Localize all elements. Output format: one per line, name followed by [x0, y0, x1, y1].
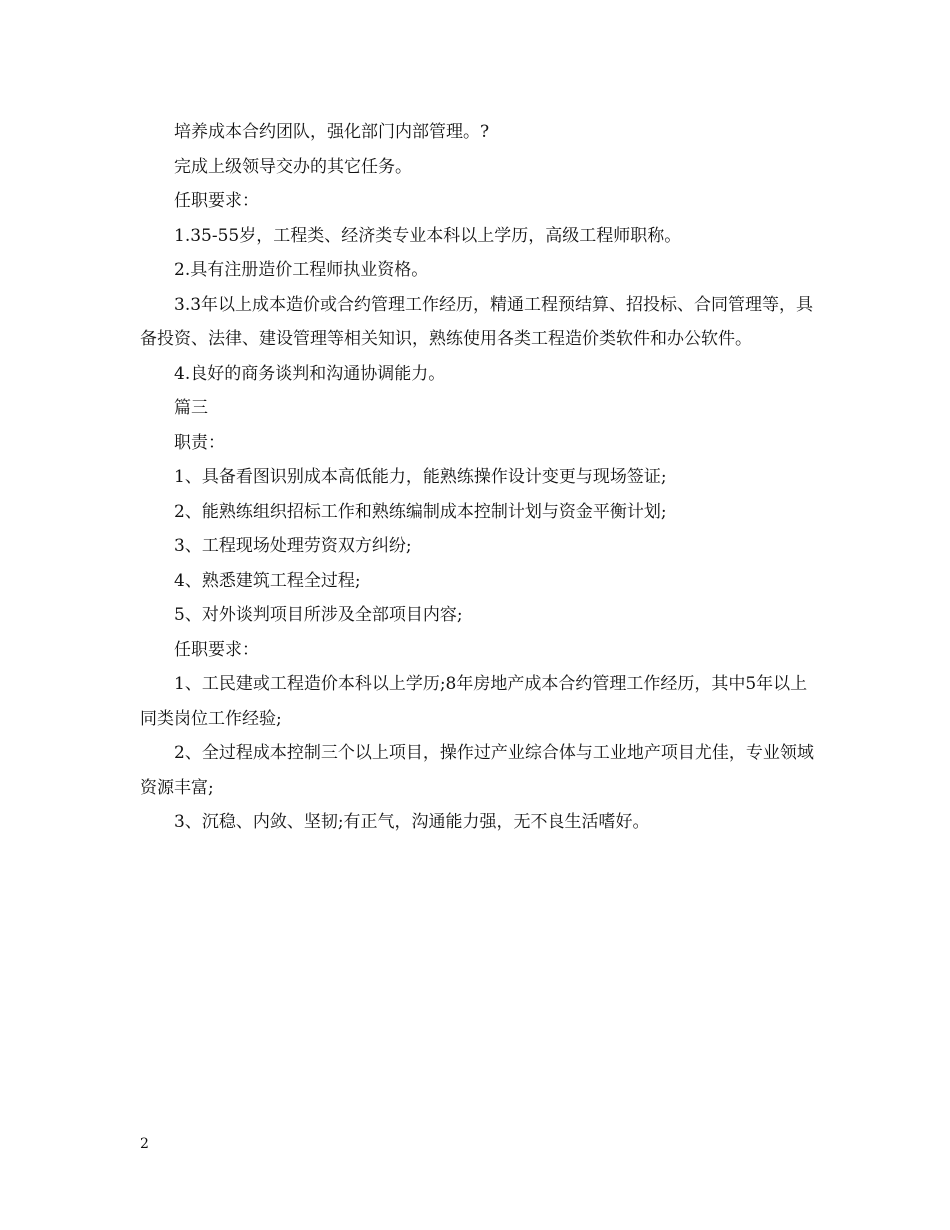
paragraph-requirement-2: 2.具有注册造价工程师执业资格。: [174, 260, 429, 280]
paragraph-requirement-3: 3.3年以上成本造价或合约管理工作经历，精通工程预结算、招投标、合同管理等，具备投资、法律、建设管理等相关知识，熟练使用各类工程造价类软件和办公软件。: [140, 294, 814, 349]
paragraph-duty-2: 2、能熟练组织招标工作和熟练编制成本控制计划与资金平衡计划;: [174, 501, 667, 522]
paragraph-requirements-heading: 任职要求：: [174, 191, 259, 211]
paragraph-duty-5: 5、对外谈判项目所涉及全部项目内容;: [174, 605, 463, 625]
paragraph-requirement-b2: 2、全过程成本控制三个以上项目，操作过产业综合体与工业地产项目尤佳，专业领域资源丰富;: [140, 743, 814, 798]
paragraph-duty-1: 1、具备看图识别成本高低能力，能熟练操作设计变更与现场签证;: [174, 467, 667, 487]
paragraph-duty-3: 3、工程现场处理劳资双方纠纷;: [174, 536, 412, 556]
paragraph-requirement-1: 1.35-55岁，工程类、经济类专业本科以上学历，高级工程师职称。: [174, 225, 682, 246]
paragraph-team-management: 培养成本合约团队，强化部门内部管理。?: [174, 122, 490, 142]
paragraph-other-tasks: 完成上级领导交办的其它任务。: [174, 156, 412, 177]
paragraph-requirement-b1: 1、工民建或工程造价本科以上学历;8年房地产成本合约管理工作经历，其中5年以上同类岗位工作经验;: [140, 674, 808, 729]
document-body: [140, 115, 815, 840]
paragraph-requirement-4: 4.良好的商务谈判和沟通协调能力。: [174, 363, 446, 384]
paragraph-requirement-b3: 3、沉稳、内敛、坚韧;有正气，沟通能力强，无不良生活嗜好。: [174, 812, 650, 832]
paragraph-duty-4: 4、熟悉建筑工程全过程;: [174, 570, 361, 591]
paragraph-requirements-heading-2: 任职要求：: [174, 639, 259, 660]
section-heading-part-three: 篇三: [174, 398, 208, 418]
page-number: 2: [140, 1136, 149, 1152]
paragraph-duties-heading: 职责：: [174, 432, 225, 453]
